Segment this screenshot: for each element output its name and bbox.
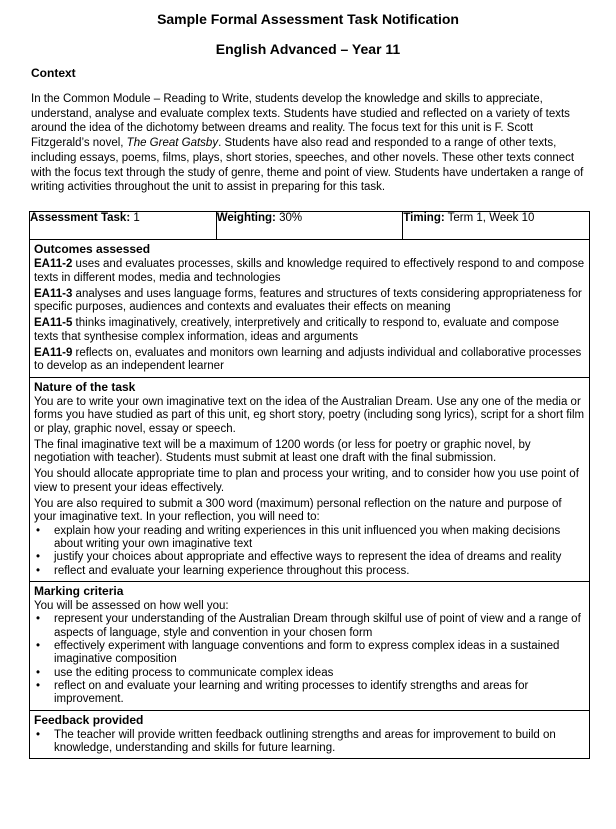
list-item: • represent your understanding of the Australian Dream through skilful use of point of view and a range of aspects of language, style and convention in your chosen form	[34, 613, 585, 640]
nature-paragraph: You should allocate appropriate time to plan and process your writing, and to consider how you use point of view to present your ideas effectively.	[34, 468, 579, 494]
task-value: 1	[130, 212, 140, 224]
context-text-after: . Students have also read and responded to a range of other texts, including essays, poems, films, plays, short stories, speeches, and other novels. These other texts connect with the focus text through the study of genre, theme and point of view. Students have undertaken a range of writing activities throughout the unit to assist in preparing for this task.	[31, 137, 584, 194]
assessment-table	[29, 211, 590, 759]
novel-title: The Great Gatsby	[126, 137, 219, 150]
nature-heading: Nature of the task	[34, 379, 136, 394]
feedback-heading: Feedback provided	[34, 712, 144, 727]
list-item: • justify your choices about appropriate and effective ways to represent the idea of dreams and reality	[34, 551, 585, 564]
outcome-text: reflects on, evaluates and monitors own learning and adjusts individual and collaborative processes to develop as an independent learner	[34, 347, 582, 373]
list-item: • The teacher will provide written feedback outlining strengths and areas for improvement to build on knowledge, understanding and skills for future learning.	[34, 729, 585, 756]
outcome-code: EA11-5	[34, 317, 73, 330]
task-info-row	[30, 212, 590, 240]
outcome-code: EA11-3	[34, 287, 73, 300]
nature-row	[30, 377, 590, 581]
outcome-text: uses and evaluates processes, skills and knowledge required to effectively respond to and compose texts in different modes, media and technologies	[34, 258, 585, 284]
nature-section	[30, 377, 590, 581]
outcome-text: analyses and uses language forms, features and structures of texts considering appropriateness for specific purposes, audiences and contexts and evaluates their effects on meaning	[34, 287, 582, 314]
list-item: • explain how your reading and writing experiences in this unit influenced you when making decisions about writing your own imaginative text	[34, 525, 585, 552]
list-item: • use the editing process to communicate complex ideas	[34, 667, 585, 680]
outcome-item	[34, 258, 585, 285]
context-text-before: In the Common Module – Reading to Write, students develop the knowledge and skills to appreciate, understand, analyse and evaluate complex texts. Students have studied and reflected on a variety of texts around the idea of the dichotomy between dreams and reality. The focus text for this unit is F. Scott Fitzgerald’s novel,	[31, 93, 570, 150]
timing-label: Timing:	[403, 212, 445, 224]
document-subtitle: English Advanced – Year 11	[215, 41, 401, 57]
nature-paragraph: The final imaginative text will be a maximum of 1200 words (or less for poetry or graphic novel, by negotiation with teacher). Students must submit at least one draft with the final submission.	[34, 438, 531, 465]
marking-intro: You will be assessed on how well you:	[34, 600, 229, 613]
list-item: • reflect and evaluate your learning experience throughout this process.	[34, 565, 585, 578]
list-item: • effectively experiment with language conventions and form to express complex ideas in a sustained imaginative composition	[34, 640, 585, 667]
marking-list	[34, 613, 585, 706]
context-paragraph	[31, 92, 591, 195]
outcome-item	[34, 288, 585, 315]
nature-paragraph: You are to write your own imaginative text on the idea of the Australian Dream. Use any one of the media or forms you have studied as part of this unit, eg short story, poetry (including song lyrics), script for a short film or play, graphic novel, essay or speech.	[34, 395, 585, 435]
outcomes-section	[30, 240, 590, 378]
weighting-cell	[216, 212, 403, 240]
task-cell	[30, 212, 217, 240]
task-label: Assessment Task:	[30, 212, 131, 224]
outcome-item	[34, 347, 585, 374]
document-title: Sample Formal Assessment Task Notification	[157, 11, 459, 27]
feedback-row	[30, 710, 590, 759]
outcome-code: EA11-9	[34, 347, 73, 360]
list-item: • reflect on and evaluate your learning and writing processes to identify strengths and areas for improvement.	[34, 680, 585, 707]
weighting-label: Weighting:	[216, 212, 276, 224]
feedback-section	[30, 710, 590, 759]
outcome-code: EA11-2	[34, 258, 73, 271]
weighting-value: 30%	[275, 212, 303, 224]
outcomes-row	[30, 240, 590, 378]
feedback-list	[34, 729, 585, 756]
timing-cell	[403, 212, 590, 240]
reflection-list	[34, 525, 585, 578]
context-heading: Context	[31, 66, 76, 80]
timing-value: Term 1, Week 10	[444, 212, 535, 224]
marking-heading: Marking criteria	[34, 583, 124, 598]
outcome-item	[34, 317, 585, 344]
marking-row	[30, 581, 590, 710]
outcomes-heading: Outcomes assessed	[34, 242, 151, 256]
marking-section	[30, 581, 590, 710]
nature-paragraph: You are also required to submit a 300 word (maximum) personal reflection on the nature and purpose of your imaginative text. In your reflection, you will need to:	[34, 498, 562, 524]
outcome-text: thinks imaginatively, creatively, interpretively and critically to respond to, evaluate and compose texts that synthesise complex information, ideas and arguments	[34, 317, 560, 343]
